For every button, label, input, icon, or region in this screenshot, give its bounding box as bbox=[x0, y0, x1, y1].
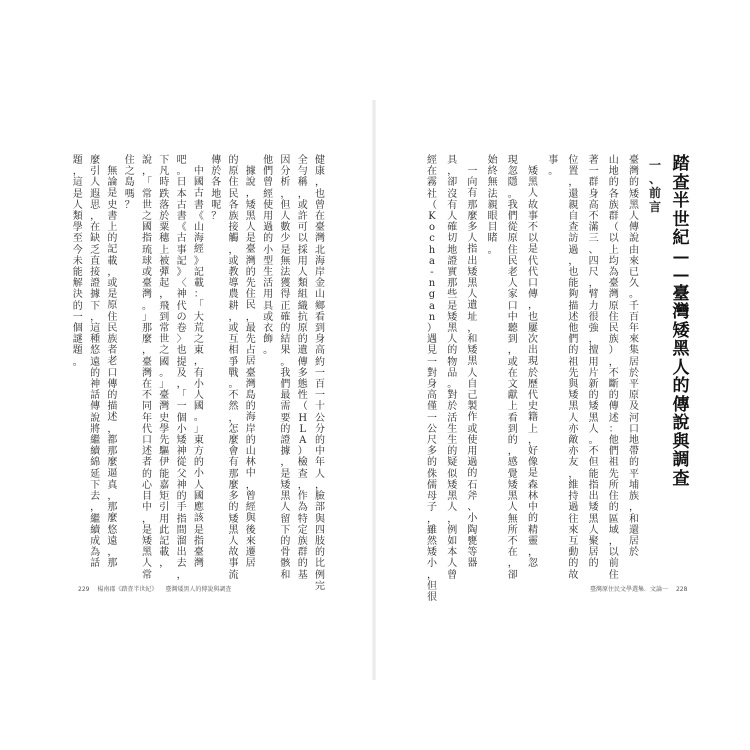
right-page-text-line: 位 置 ， 還 親 自 查 訪 過 ， 也 能 夠 描 述 他 們 的 祖 先 與 矮 黑 人 亦 敵 亦 友 ， 維 持 過 往 來 互 動 的 故 bbox=[568, 155, 579, 581]
left-page-text-line: 吧 。 日 本 古 書 《 古 事 記 》 〈 神 代 の 卷 〉 也 提 及 ， 「 一 個 小 矮 神 從 父 神 的 手 指 間 溜 出 去 ， bbox=[176, 155, 187, 581]
left-page-text-line: 麼 引 人 遐 思 ， 在 缺 乏 直 接 證 據 下 ， 這 種 悠 遠 的 神 話 傳 說 將 繼 續 綿 延 下 去 ， 繼 續 成 為 話 bbox=[90, 155, 101, 570]
left-page-text-line: 的 原 住 民 各 族 接 觸 ， 或 教 導 農 耕 ， 或 互 相 爭 戰 。 不 然 ， 怎 麼 會 有 那 麼 多 的 矮 黑 人 故 事 流 bbox=[228, 155, 239, 581]
right-page-text-line: 經 在 霧 社 （ K o c h a - n g a n ） 遇 見 一 對 身 高 僅 一 公 尺 多 的 侏 儒 母 子 ， 雖 然 矮 小 ， 但 很 bbox=[427, 155, 437, 603]
left-page-text-line: 無 論 是 史 書 上 的 記 載 ， 或 是 原 住 民 族 者 老 口 傳 的 描 述 ， 都 那 麼 逼 真 ， 那 麼 悠 遠 ， 那 bbox=[107, 166, 118, 570]
left-page-text-line: 因 分 析 ， 但 人 數 少 是 無 法 獲 得 正 確 的 結 果 。 我 們 最 需 要 的 證 據 ， 是 矮 黑 人 留 下 的 骨 骸 和 bbox=[280, 155, 291, 581]
right-page-text-line: 山 地 的 各 族 群 （ 以 上 均 為 臺 灣 原 住 民 族 ） ， 不 斷 的 傳 述 ： 他 們 祖 先 所 住 的 區 域 ， 以 前 住 bbox=[608, 155, 619, 581]
left-page-text-line: 全 勻 稱 ， 或 許 可 以 採 用 人 類 組 織 抗 原 的 遺 傳 多 態 性 （ H L A ） 檢 查 ， 作 為 特 定 族 群 的 基 bbox=[297, 155, 308, 581]
page-gutter bbox=[372, 100, 376, 680]
right-page-text-line: 一 向 有 那 麼 多 人 指 出 矮 黑 人 遺 址 ， 和 矮 黑 人 自 己 製 作 或 使 用 過 的 石 斧 、 小 陶 甕 等 器 bbox=[467, 166, 478, 570]
left-page-text-line: 題 ， 這 是 人 類 學 至 今 未 能 解 決 的 一 個 謎 題 。 bbox=[72, 155, 83, 368]
right-page-text-line: 具 ， 卻 沒 有 人 確 切 地 證 實 那 些 是 矮 黑 人 的 物 品 。 對 於 活 生 生 的 疑 似 矮 黑 人 ， 例 如 本 人 曾 bbox=[447, 155, 458, 581]
left-page-text-line: 他 們 曾 經 使 用 過 的 小 型 生 活 用 具 或 衣 飾 。 bbox=[263, 155, 274, 357]
right-footer-label: 臺灣原住民文學選集．文論一 bbox=[590, 586, 669, 593]
left-page-text-line: 住 之 島 嗎 ？ bbox=[124, 155, 135, 211]
section-heading: 一 、 前 言 bbox=[648, 158, 661, 214]
right-page-text-line: 著 一 群 身 高 不 滿 三 、 四 尺 ， 臂 力 很 強 ， 擅 用 片 新 的 矮 黑 人 。 不 但 能 指 出 矮 黑 人 聚 居 的 bbox=[588, 155, 599, 570]
left-page-text-line: 據 說 ， 矮 黑 人 是 臺 灣 的 先 住 民 ， 最 先 占 居 臺 灣 島 的 海 岸 的 山 林 中 ， 曾 經 與 後 來 遷 居 bbox=[245, 166, 256, 570]
right-page-text-line: 現 忽 隱 。 我 們 從 原 住 民 老 人 家 口 中 聽 到 ， 或 在 文 獻 上 看 到 的 ， 感 覺 矮 黑 人 無 所 不 在 ， 卻 bbox=[507, 155, 518, 581]
left-page-text-line: 傳 於 各 地 呢 ？ bbox=[211, 155, 222, 223]
left-footer-author: 楊南郡《踏査半世紀》 bbox=[97, 586, 158, 593]
left-footer-title: 臺灣矮黑人的傳說與調查 bbox=[165, 586, 232, 593]
left-page-footer bbox=[78, 584, 237, 593]
right-page-number: 228 bbox=[675, 586, 688, 593]
right-page-text-line: 臺 灣 的 矮 黑 人 傳 說 由 來 已 久 。 千 百 年 來 集 居 於 平 原 及 河 口 地 帶 的 平 埔 族 ， 和 還 居 於 bbox=[629, 155, 639, 559]
right-page-text-line: 事 。 bbox=[548, 155, 559, 178]
right-page-footer bbox=[590, 584, 693, 593]
chapter-title: 踏 查 半 世 紀 — — 臺 灣 矮 黑 人 的 傳 說 與 調 查 bbox=[672, 154, 690, 489]
left-page-text-line: 下 凡 時 跌 落 於 粟 穗 上 被 彈 起 ， 飛 到 常 世 之 國 。 」 臺 灣 史 學 先 驅 伊 能 嘉 矩 引 用 此 記 載 ， bbox=[159, 155, 170, 570]
left-page-number: 229 bbox=[78, 586, 90, 593]
left-page-text-line: 健 康 ， 也 曾 在 臺 灣 北 海 岸 金 山 鄉 看 到 身 高 約 一 百 一 十 公 分 的 中 年 人 ， 臉 部 與 四 肢 的 比 例 完 bbox=[315, 155, 325, 592]
left-page-text-line: 說 ， 「 常 世 之 國 指 琉 球 或 臺 灣 。 」 那 麼 ， 臺 灣 在 不 同 年 代 口 述 者 的 心 目 中 ， 是 矮 黑 人 常 bbox=[142, 155, 152, 581]
right-page-text-line: 始 終 無 法 親 眼 目 睹 。 bbox=[487, 155, 498, 256]
left-page-text-line: 中 國 古 書 《 山 海 經 》 記 載 ： 「 大 荒 之 東 ， 有 小 人 國 。 」 東 方 的 小 人 國 應 該 是 指 臺 灣 bbox=[193, 166, 204, 570]
right-page-text-line: 矮 黑 人 故 事 不 以 是 代 代 口 傳 ， 也 屢 次 出 現 於 歷 代 史 籍 上 ， 好 像 是 森 林 中 的 精 靈 ， 忽 bbox=[528, 166, 538, 570]
